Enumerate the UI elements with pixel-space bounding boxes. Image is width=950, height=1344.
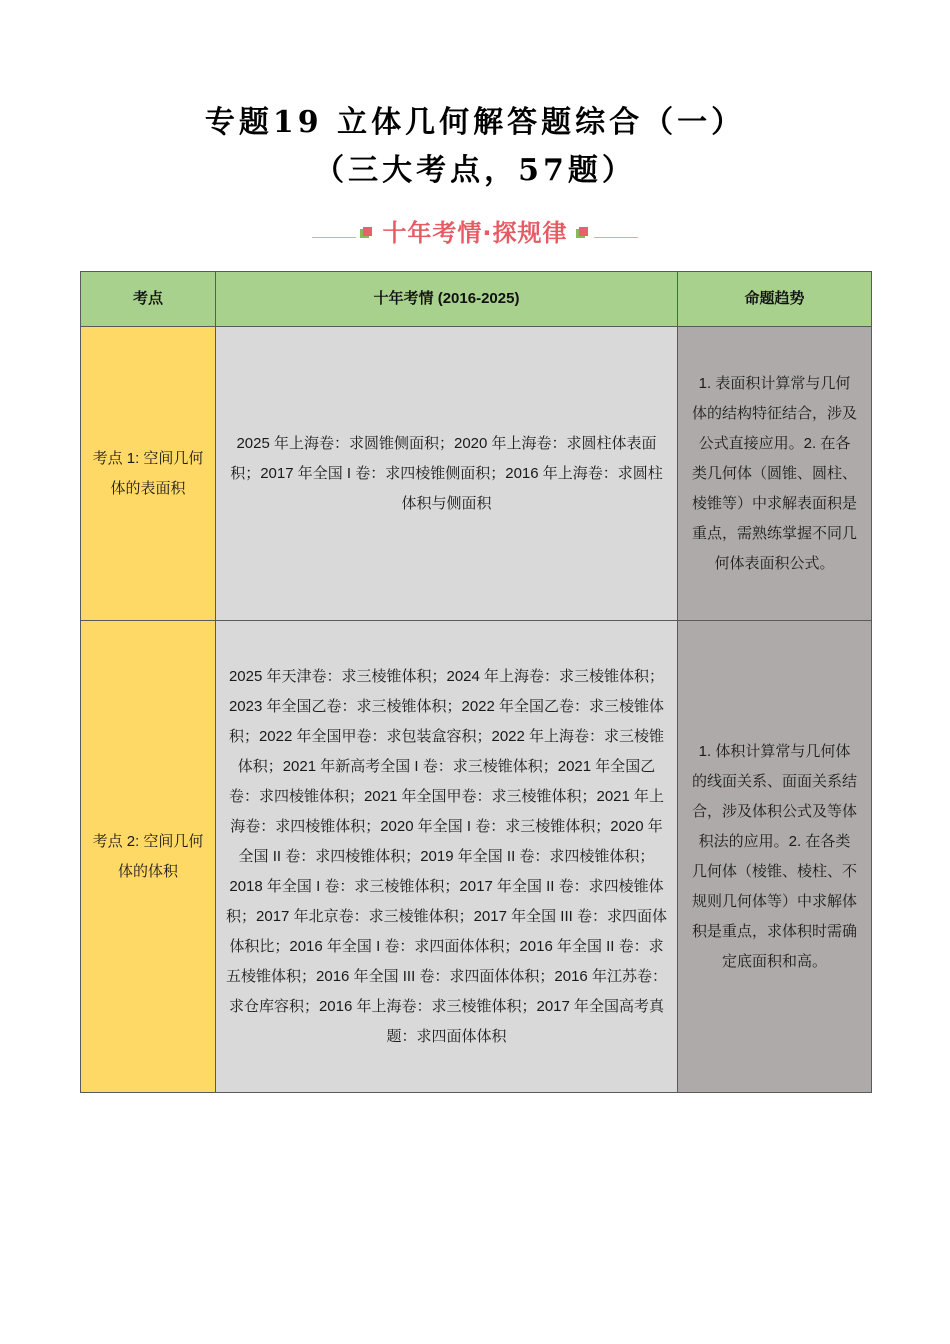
trend-cell: 1. 表面积计算常与几何体的结构特征结合，涉及公式直接应用。2. 在各类几何体（圆锥、圆柱、棱锥等）中求解表面积是重点，需熟练掌握不同几何体表面积公式。 xyxy=(678,327,872,621)
table-row xyxy=(81,621,872,1093)
table-header-row xyxy=(81,272,872,327)
banner-right-rule xyxy=(594,237,638,238)
trend-cell: 1. 体积计算常与几何体的线面关系、面面关系结合，涉及体积公式及等体积法的应用。2. 在各类几何体（棱锥、棱柱、不规则几何体等）中求解体积是重点，求体积时需确定底面积和高。 xyxy=(678,621,872,1093)
banner-text: 十年考情·探规律 xyxy=(382,218,568,247)
banner-left-square-icon xyxy=(360,220,374,240)
topic-cell: 考点 1: 空间几何体的表面积 xyxy=(81,327,216,621)
header-topic: 考点 xyxy=(81,272,216,327)
exam-analysis-table xyxy=(80,271,872,1093)
history-cell: 2025 年天津卷：求三棱锥体积；2024 年上海卷：求三棱锥体积；2023 年全国乙卷：求三棱锥体积；2022 年全国乙卷：求三棱锥体积；2022 年全国甲卷：求包装盒容积；2022 年上海卷：求三棱锥体积；2021 年新高考全国 I 卷：求三棱锥体积；2021 年全国乙卷：求四棱锥体积；2021 年全国甲卷：求三棱锥体积；2021 年上海卷：求四棱锥体积；2020 年全国 I 卷：求三棱锥体积；2020 年全国 II 卷：求四棱锥体积；2019 年全国 II 卷：求四棱锥体积；2018 年全国 I 卷：求三棱锥体积；2017 年全国 II 卷：求四棱锥体积；2017 年北京卷：求三棱锥体积；2017 年全国 III 卷：求四面体体积比；2016 年全国 I 卷：求四面体体积；2016 年全国 II 卷：求五棱锥体积；2016 年全国 III 卷：求四面体体积；2016 年江苏卷：求仓库容积；2016 年上海卷：求三棱锥体积；2017 年全国高考真题：求四面体体积 xyxy=(216,621,678,1093)
header-history: 十年考情 (2016-2025) xyxy=(216,272,678,327)
page-subtitle: （三大考点，57题） xyxy=(314,153,636,188)
table-row xyxy=(81,327,872,621)
topic-cell: 考点 2: 空间几何体的体积 xyxy=(81,621,216,1093)
header-trend: 命题趋势 xyxy=(678,272,872,327)
banner-left-rule xyxy=(312,237,356,238)
section-banner xyxy=(0,212,950,248)
page-title: 专题19 立体几何解答题综合（一） xyxy=(204,105,746,140)
history-cell: 2025 年上海卷：求圆锥侧面积；2020 年上海卷：求圆柱体表面积；2017 年全国 I 卷：求四棱锥侧面积；2016 年上海卷：求圆柱体积与侧面积 xyxy=(216,327,678,621)
banner-right-square-icon xyxy=(576,220,590,240)
